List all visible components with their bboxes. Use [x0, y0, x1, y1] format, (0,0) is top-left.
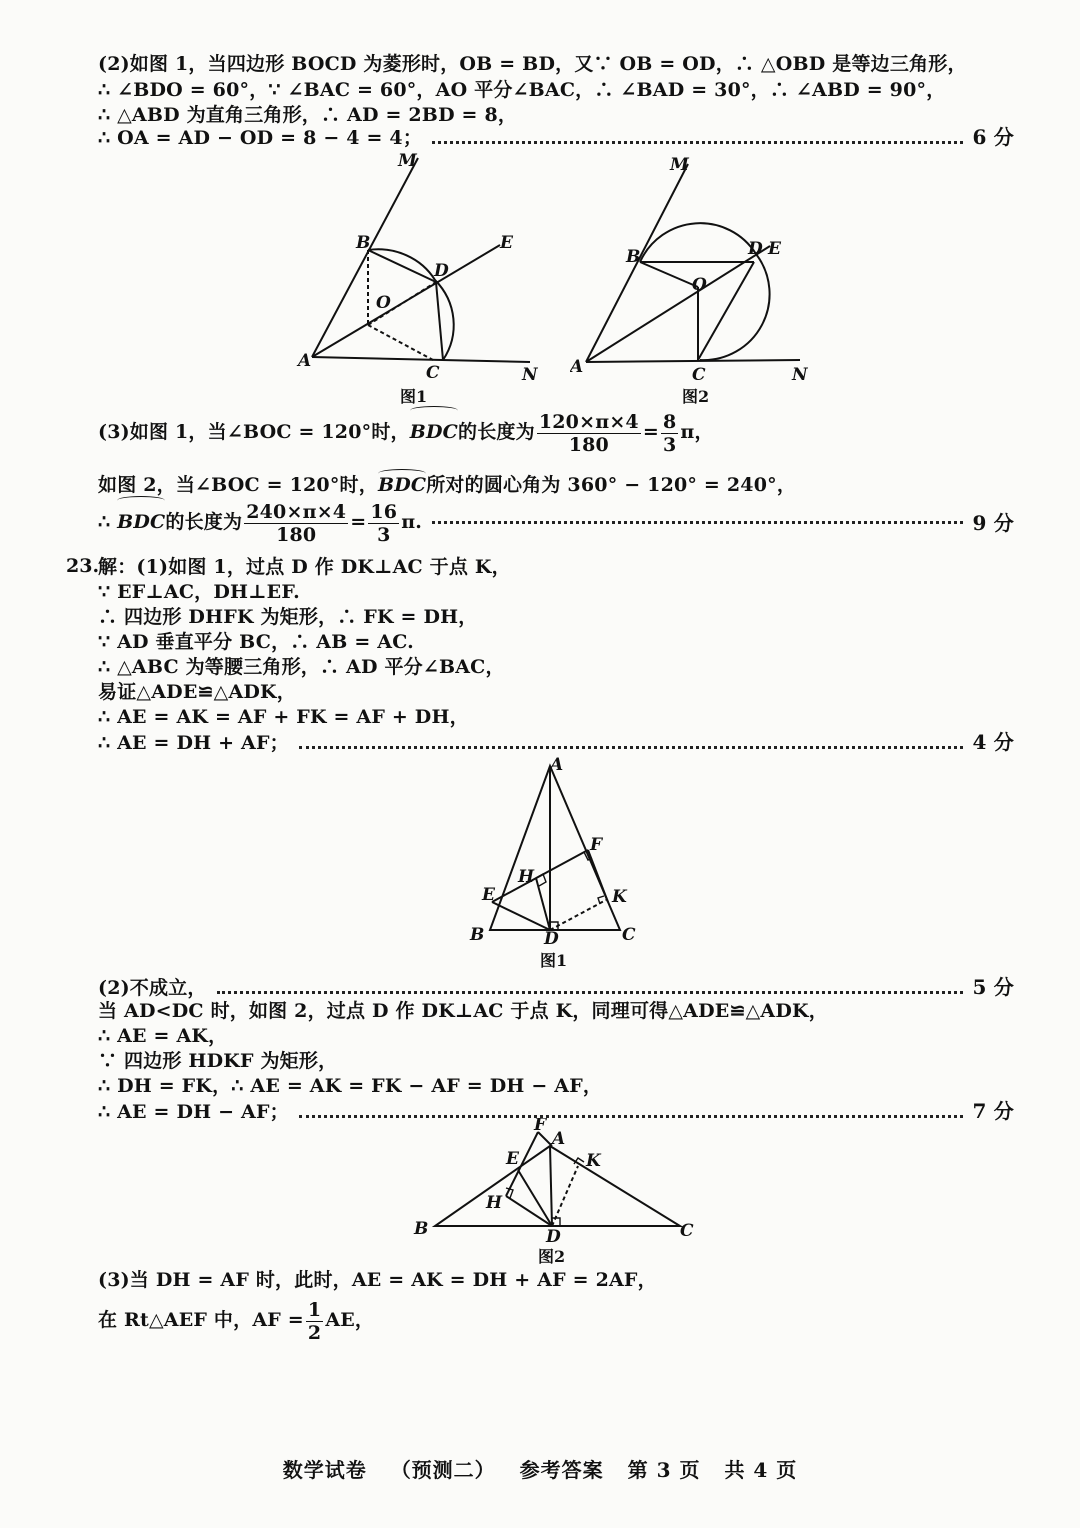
fraction-4: [368, 501, 399, 546]
label-O: O: [692, 275, 707, 295]
q23-part2-line4: ∵ 四边形 HDKF 为矩形，: [98, 1050, 338, 1072]
fraction-4-num: 16: [370, 500, 398, 523]
pi-suffix-2: π.: [401, 511, 423, 533]
label-A: A: [552, 1129, 566, 1149]
segment-hd: [536, 878, 550, 930]
fraction-1-num: 120×π×4: [538, 410, 639, 433]
label-D: D: [748, 239, 763, 259]
score-5: 5 分: [972, 975, 1014, 999]
q23-part2-line2: 当 AD<DC 时，如图 2，过点 D 作 DK⊥AC 于点 K，同理可得△ADE≌△ADK，: [98, 1000, 828, 1022]
dotted-leader: [299, 746, 963, 749]
q23-line8-text: ∴ AE = DH + AF；: [98, 732, 289, 754]
label-A: A: [298, 351, 312, 371]
label-M: M: [670, 155, 689, 175]
arc-bdc: BDC: [410, 410, 458, 454]
footer-total: 共 4 页: [724, 1458, 798, 1482]
part3-line1-pre: (3)如图 1，当∠BOC = 120°时，: [98, 421, 410, 443]
dotted-leader: [432, 141, 962, 144]
label-D: D: [544, 929, 559, 949]
page-footer: [0, 1454, 1080, 1483]
fig1-caption: 图1: [400, 387, 428, 406]
fraction-half-num: 1: [307, 1298, 322, 1321]
part2-line2: ∴ ∠BDO = 60°，∵ ∠BAC = 60°，AO 平分∠BAC，∴ ∠BAD = 30°，∴ ∠ABD = 90°，: [98, 79, 946, 101]
label-D: D: [434, 261, 449, 281]
segment-ed: [492, 902, 550, 930]
label-K: K: [586, 1151, 601, 1171]
q23-line5: ∴ △ABC 为等腰三角形，∴ AD 平分∠BAC，: [98, 656, 505, 678]
q23-part3-line2: [98, 1298, 1014, 1344]
fraction-1: [537, 411, 641, 456]
q23-line2: ∵ EF⊥AC，DH⊥EF.: [98, 581, 300, 603]
arc-bd: [640, 223, 756, 262]
label-N: N: [522, 365, 538, 385]
label-B: B: [470, 925, 485, 945]
fig2-caption: 图2: [682, 387, 710, 406]
ray-am: [312, 158, 418, 357]
label-B: B: [356, 233, 371, 253]
q23-figure-1: [460, 752, 660, 972]
q23-part2-line5: ∴ DH = FK，∴ AE = AK = FK − AF = DH − AF，: [98, 1075, 603, 1097]
q23-part3-line2-post: AE，: [325, 1309, 375, 1331]
q23-fig2-caption: 图2: [538, 1247, 566, 1266]
score-9: 9 分: [972, 510, 1014, 535]
label-H: H: [518, 867, 535, 887]
label-B: B: [414, 1219, 429, 1239]
score-4: 4 分: [972, 730, 1014, 754]
label-C: C: [426, 363, 440, 383]
label-M: M: [398, 151, 417, 171]
therefore: ∴: [98, 511, 111, 533]
q23-part2-line3: ∴ AE = AK，: [98, 1025, 228, 1047]
fraction-1-den: 180: [568, 433, 609, 456]
arc-dc: [700, 254, 770, 360]
fraction-2-den: 3: [662, 433, 677, 456]
part3-line1: [98, 410, 1014, 456]
part3-line3-mid: 的长度为: [165, 511, 243, 533]
label-E: E: [506, 1149, 519, 1169]
pi-suffix: π，: [680, 421, 714, 443]
q23-part2-line1: [98, 975, 1014, 1000]
label-E: E: [500, 233, 513, 253]
footer-subject: 数学试卷: [282, 1458, 367, 1482]
part2-line3: ∴ △ABD 为直角三角形，∴ AD = 2BD = 8，: [98, 104, 518, 126]
segment-hd: [506, 1196, 552, 1226]
dashed-dk: [552, 1166, 578, 1226]
arc-bdc-2: BDC: [377, 474, 427, 496]
q23-part2-line6-text: ∴ AE = DH − AF；: [98, 1101, 289, 1123]
fraction-2: [661, 411, 678, 456]
q23-fig1-caption: 图1: [540, 951, 568, 970]
segment-dc: [436, 282, 443, 360]
part2-line4-text: ∴ OA = AD − OD = 8 − 4 = 4；: [98, 127, 423, 149]
part2-line1: (2)如图 1，当四边形 BOCD 为菱形时，OB = BD，又∵ OB = OD，∴ △OBD 是等边三角形，: [98, 53, 967, 75]
score-7: 7 分: [972, 1099, 1014, 1123]
label-A: A: [550, 755, 564, 775]
label-F: F: [590, 835, 603, 855]
fraction-2-num: 8: [662, 410, 677, 433]
part3-line1-mid: 的长度为: [458, 421, 535, 443]
label-D: D: [546, 1227, 561, 1247]
label-C: C: [680, 1221, 694, 1241]
part3-line2-post: 所对的圆心角为 360° − 120° = 240°，: [426, 474, 797, 496]
segment-bd: [368, 250, 436, 282]
label-H: H: [486, 1193, 503, 1213]
question-number-23: 23.: [66, 555, 100, 577]
segment-bo: [640, 262, 698, 287]
segment-ad: [550, 1146, 552, 1226]
ray-an: [312, 357, 530, 362]
footer-page: 第 3 页: [627, 1458, 701, 1482]
q23-line4: ∵ AD 垂直平分 BC，∴ AB = AC.: [98, 631, 414, 653]
equals: =: [642, 421, 659, 443]
fraction-3-num: 240×π×4: [246, 500, 347, 523]
dotted-leader: [432, 521, 962, 524]
q23-part3-line2-pre: 在 Rt△AEF 中，AF =: [98, 1309, 304, 1331]
q23-line7: ∴ AE = AK = AF + FK = AF + DH，: [98, 706, 469, 728]
arc-bdc-3: BDC: [117, 500, 165, 544]
q23-part3-line1: (3)当 DH = AF 时，此时，AE = AK = DH + AF = 2AF，: [98, 1269, 657, 1291]
figure-2-top: [570, 150, 830, 410]
q23-line3: ∴ 四边形 DHFK 为矩形，∴ FK = DH，: [98, 606, 478, 628]
segment-ed: [518, 1170, 552, 1226]
q23-line1: 解：(1)如图 1，过点 D 作 DK⊥AC 于点 K，: [98, 556, 511, 578]
label-E: E: [482, 885, 495, 905]
label-K: K: [612, 887, 627, 907]
fraction-4-den: 3: [377, 523, 391, 546]
fraction-3: [244, 501, 348, 546]
label-B: B: [626, 247, 641, 267]
label-F: F: [534, 1118, 547, 1135]
part3-line2: [98, 473, 1014, 497]
score-6: 6 分: [972, 125, 1014, 149]
fraction-half: [306, 1299, 323, 1344]
triangle-abc: [435, 1146, 680, 1226]
footer-edition: （预测二）: [390, 1458, 496, 1482]
label-C: C: [692, 365, 706, 385]
dotted-leader: [217, 991, 963, 994]
label-E: E: [768, 239, 781, 259]
part2-line4: [98, 125, 1014, 150]
fraction-3-den: 180: [276, 523, 317, 546]
q23-figure-2: [410, 1118, 710, 1268]
q23-part2-line1-text: (2)不成立，: [98, 977, 207, 999]
ray-an: [586, 360, 800, 362]
part3-line3: [98, 500, 1014, 546]
fraction-half-den: 2: [307, 1321, 322, 1344]
part3-line2-pre: 如图 2，当∠BOC = 120°时，: [98, 474, 378, 496]
figure-1-top: [290, 150, 550, 410]
ray-ae: [586, 246, 770, 362]
label-N: N: [792, 365, 808, 385]
q23-line6: 易证△ADE≌△ADK，: [98, 681, 296, 703]
label-O: O: [376, 293, 391, 313]
label-C: C: [622, 925, 636, 945]
part3-line3-text: [98, 500, 422, 546]
dashed-oc: [368, 325, 433, 360]
equals-2: =: [350, 511, 367, 533]
label-A: A: [570, 357, 584, 377]
footer-kind: 参考答案: [519, 1458, 604, 1482]
